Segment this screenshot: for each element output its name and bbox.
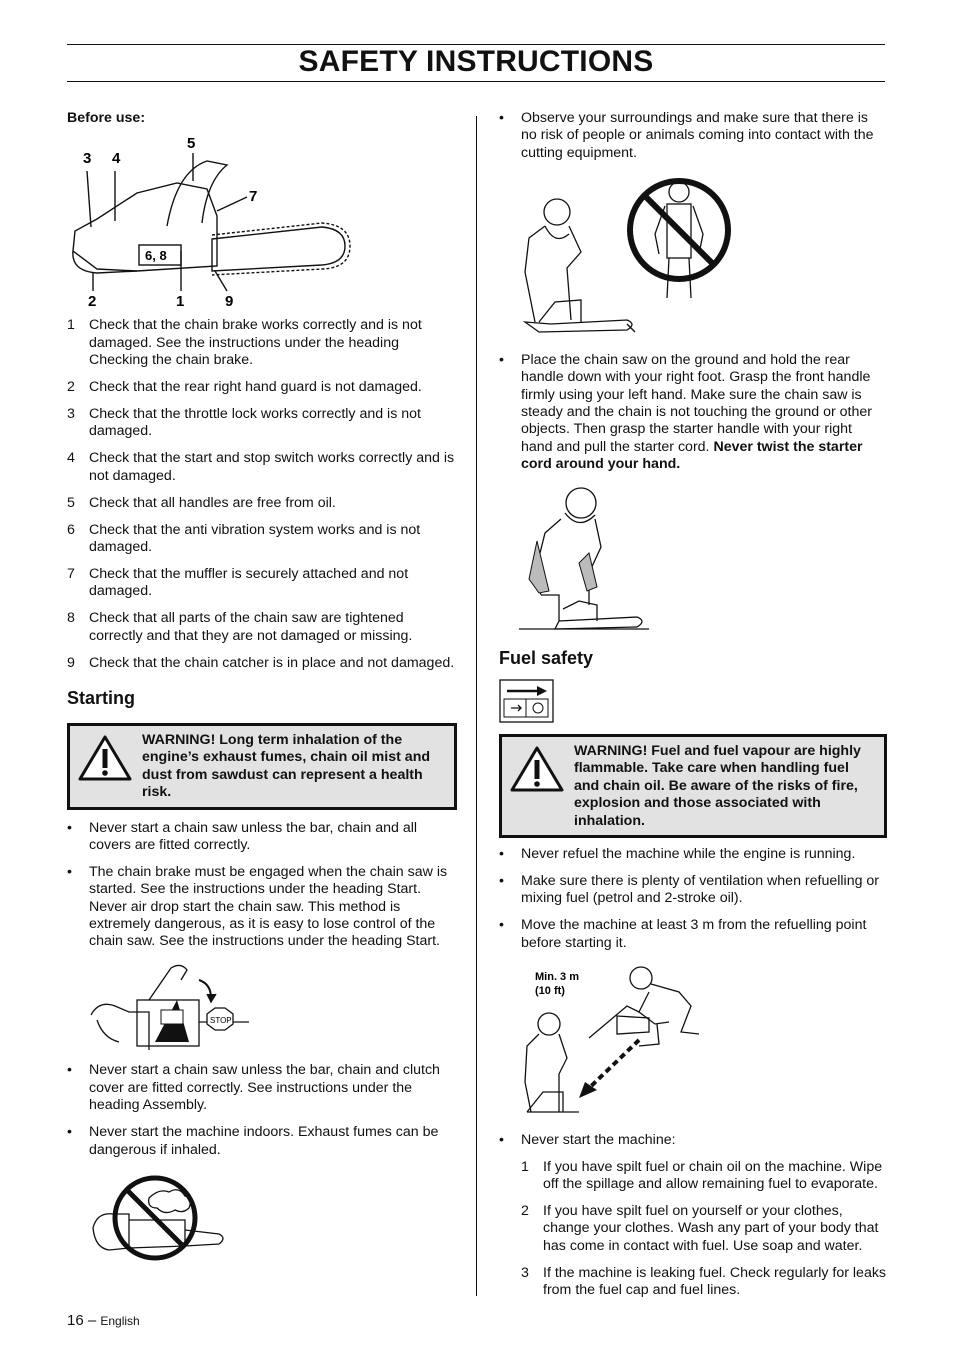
- refuel-distance-figure: [519, 962, 709, 1122]
- callout-4: 4: [112, 150, 121, 168]
- page-number: 16 –: [67, 1312, 97, 1329]
- list-item: 5 Check that all handles are free from oil.: [67, 494, 336, 511]
- list-item: 2 Check that the rear right hand guard is not damaged.: [67, 379, 422, 396]
- list-item: 6 Check that the anti vibration system works and is not damaged.: [67, 521, 421, 555]
- page-footer: [67, 1312, 140, 1330]
- fuel-safety-heading: Fuel safety: [499, 648, 594, 669]
- list-item: 8 Check that all parts of the chain saw are tightened correctly and that they are not damaged or missing.: [67, 610, 413, 644]
- title-underline: [67, 81, 885, 82]
- callout-5: 5: [187, 135, 196, 153]
- right-column: [499, 110, 887, 1309]
- distance-label-meters: Min. 3 m: [535, 970, 580, 983]
- list-item: 3 If the machine is leaking fuel. Check regularly for leaks from the fuel cap and fuel lines.: [521, 1264, 887, 1298]
- callout-9: 9: [225, 293, 234, 310]
- callout-1: 1: [176, 293, 185, 310]
- list-item: 3 Check that the throttle lock works correctly and is not damaged.: [67, 406, 421, 440]
- stop-sign-label: STOP: [210, 1016, 232, 1026]
- callout-6-8: 6, 8: [145, 248, 167, 264]
- list-item: • Never start the machine indoors. Exhaust fumes can be dangerous if inhaled.: [67, 1124, 439, 1158]
- distance-label-feet: (10 ft): [535, 984, 565, 997]
- front-handle: [167, 161, 227, 226]
- callout-7: 7: [249, 188, 258, 206]
- chainsaw-parts-figure: [67, 131, 367, 309]
- list-item: • Never refuel the machine while the engine is running.: [499, 846, 856, 863]
- list-item: • Observe your surroundings and make sure that there is no risk of people or animals coming into contact with the cutting equipment.: [499, 110, 874, 161]
- warning-triangle-icon: [510, 745, 564, 793]
- starting-bullets-a: [67, 820, 457, 951]
- list-item: 7 Check that the muffler is securely attached and not damaged.: [67, 565, 409, 600]
- list-item: • Never start a chain saw unless the bar, chain and clutch cover are fitted correctly. See instructions under the heading Assembly.: [67, 1062, 440, 1114]
- starter-cord-warning: Never twist the starter cord around your hand.: [521, 438, 863, 473]
- list-item: • Never start the machine:: [499, 1131, 676, 1148]
- warning-triangle-icon: [78, 734, 132, 782]
- guide-bar: [212, 227, 345, 271]
- page-title: SAFETY INSTRUCTIONS: [298, 45, 654, 78]
- list-item: 1 Check that the chain brake works correctly and is not damaged. See the instructions under the heading Checking the chain brake.: [67, 317, 422, 369]
- callout-2: 2: [88, 293, 97, 310]
- list-item: • The chain brake must be engaged when the chain saw is started. See the instructions under the heading Start. Never air drop start the chain saw. This method is extremely dangerous, as it is easy to lose control of the chain saw. See the instructions under the heading Start.: [67, 863, 448, 950]
- surroundings-figure: [519, 172, 759, 342]
- left-column: [67, 110, 457, 1264]
- fuel-bullets: [499, 846, 887, 952]
- list-item: 1 If you have spilt fuel or chain oil on the machine. Wipe off the spillage and allow remaining fuel to evaporate.: [521, 1158, 883, 1192]
- ground-start-figure: [519, 483, 659, 631]
- list-item: • Place the chain saw on the ground and hold the rear handle down with your right foot. Grasp the front handle firmly using your left hand. Make sure the chain saw is steady and the chain is not touching the ground or other objects. Then grasp the starter handle with your right hand and pull the starter cord. Never twist the starter cord around your hand.: [499, 351, 872, 473]
- list-item: • Never start a chain saw unless the bar, chain and all covers are fitted correctly.: [67, 819, 418, 853]
- callout-3: 3: [83, 150, 92, 168]
- no-indoor-start-figure: [89, 1168, 239, 1264]
- chain-brake-start-figure: [89, 960, 259, 1052]
- never-start-bullet: [499, 1132, 887, 1149]
- list-item: • Move the machine at least 3 m from the refuelling point before starting it.: [499, 917, 867, 951]
- footer-language: English: [100, 1314, 140, 1328]
- surroundings-bullet: [499, 110, 887, 162]
- list-item: 4 Check that the start and stop switch works correctly and is not damaged.: [67, 450, 455, 484]
- starting-warning-box: [67, 723, 457, 810]
- fuel-warning-box: [499, 734, 887, 838]
- list-item: 9 Check that the chain catcher is in place and not damaged.: [67, 654, 455, 671]
- starting-bullets-b: [67, 1062, 457, 1159]
- column-divider: [476, 116, 477, 1296]
- fuel-refer-symbol-icon: [499, 679, 555, 723]
- list-item: • Make sure there is plenty of ventilation when refuelling or mixing fuel (petrol and 2-stroke oil).: [499, 873, 880, 907]
- never-start-conditions: [521, 1159, 887, 1300]
- starting-heading: Starting: [67, 687, 136, 708]
- before-use-heading: Before use:: [67, 110, 146, 126]
- fuel-warning-text: WARNING! Fuel and fuel vapour are highly flammable. Take care when handling fuel and chain oil. Be aware of the risks of fire, explosion and those associated with inhalation.: [574, 743, 861, 829]
- ground-start-bullet: [499, 352, 887, 474]
- list-item: 2 If you have spilt fuel on yourself or your clothes, change your clothes. Wash any part of your body that has come in contact with fuel. Use soap and water.: [521, 1202, 879, 1254]
- before-use-list: [67, 317, 457, 672]
- starting-warning-text: WARNING! Long term inhalation of the engine’s exhaust fumes, chain oil mist and dust from sawdust can represent a health risk.: [142, 731, 431, 801]
